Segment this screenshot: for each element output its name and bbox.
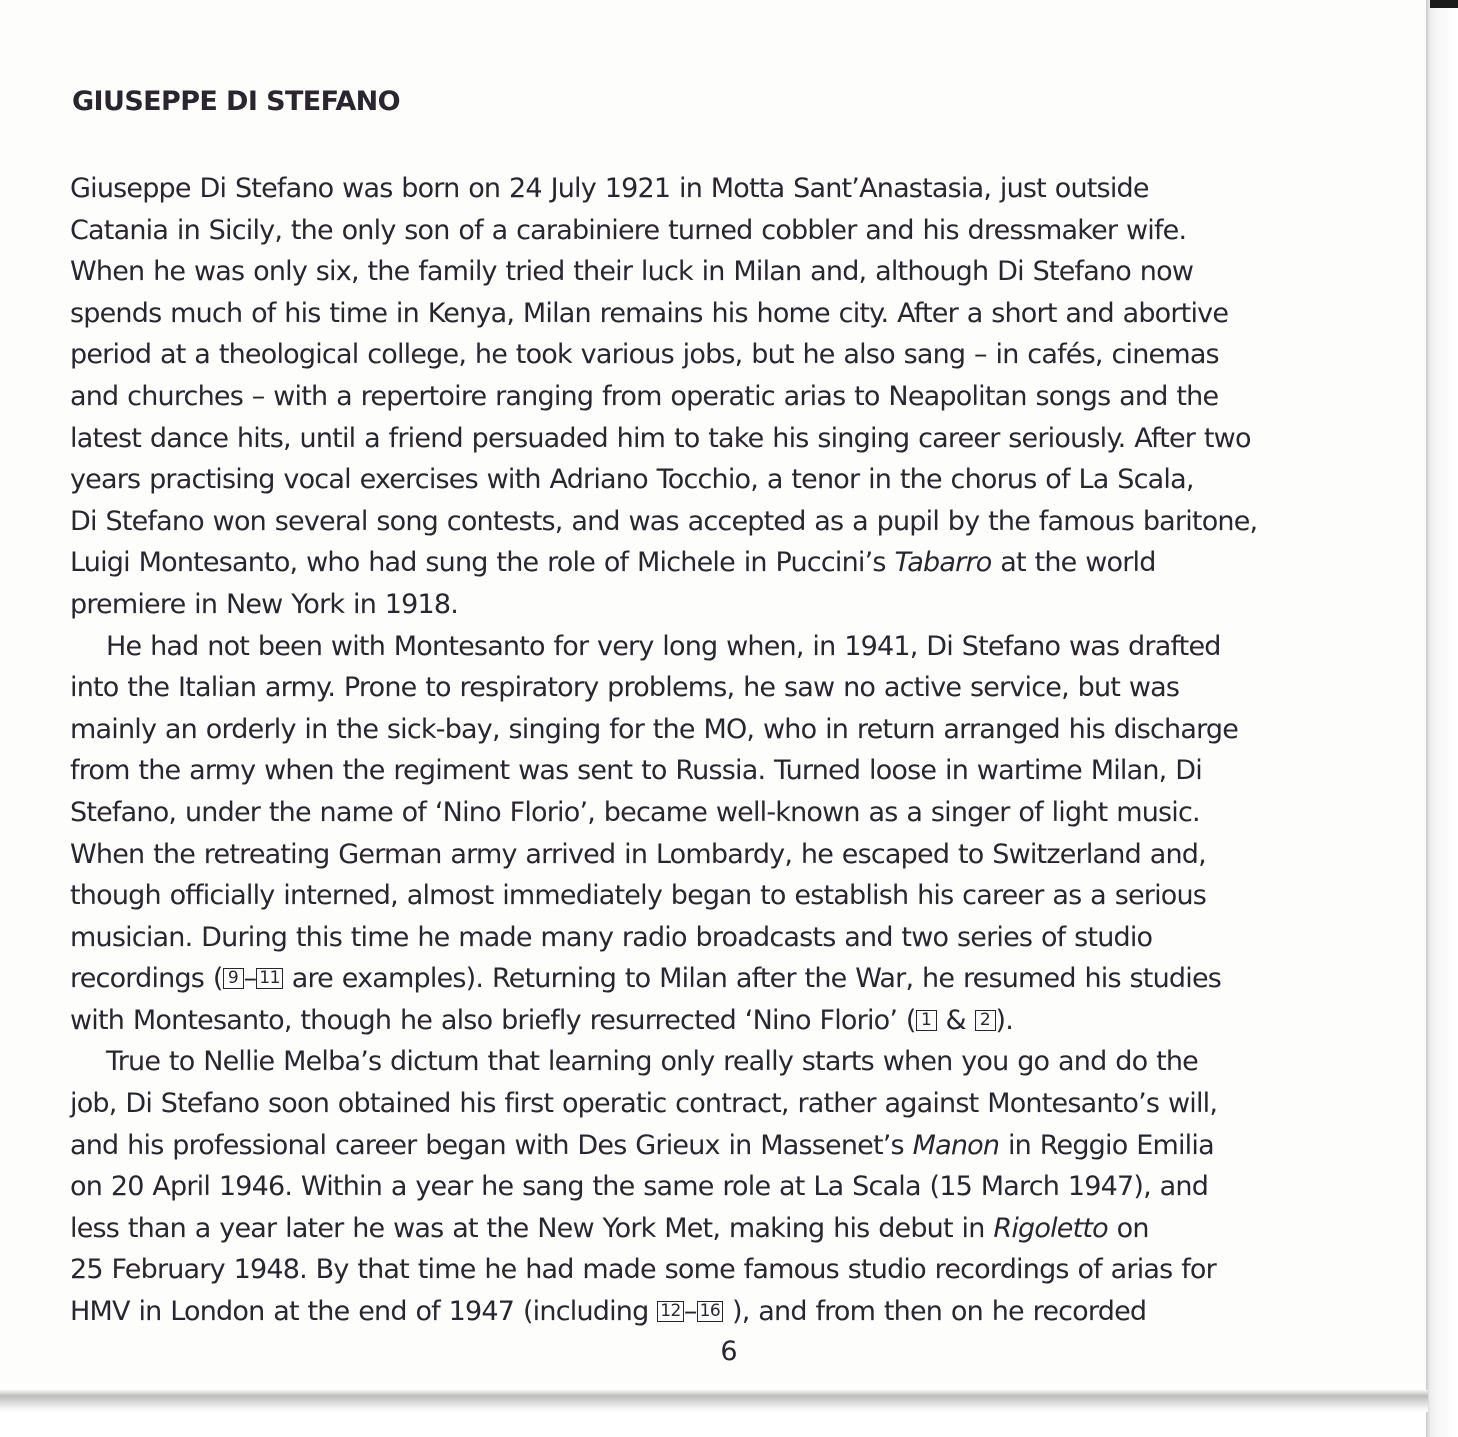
text-span: with Montesanto, though he also briefly resurrected ‘Nino Florio’ ( [70,1004,916,1036]
text-line: premiere in New York in 1918. [70,588,459,620]
text-span: recordings ( [70,963,223,995]
text-line: 25 February 1948. By that time he had made some famous studio recordings of arias for [70,1254,1216,1286]
track-number-box: 16 [697,1301,724,1322]
text-line: though officially interned, almost immediately began to establish his career as a serious [70,880,1207,912]
text-line: musician. During this time he made many radio broadcasts and two series of studio [70,921,1153,953]
track-number-box: 9 [223,968,244,989]
text-span: HMV in London at the end of 1947 (including [70,1296,658,1328]
text-span: are examples). Returning to Milan after the War, he resumed his studies [282,963,1222,995]
page-title: GIUSEPPE DI STEFANO [72,86,400,117]
track-number-box: 1 [916,1010,937,1031]
text-line: When he was only six, the family tried their luck in Milan and, although Di Stefano now [70,256,1194,288]
text-span: on [1107,1212,1149,1244]
text-line: Giuseppe Di Stefano was born on 24 July 1921 in Motta Sant’Anastasia, just outside [70,173,1149,204]
text-span: and his professional career began with Des Grieux in Massenet’s [70,1129,913,1161]
text-line: Stefano, under the name of ‘Nino Florio’, became well-known as a singer of light music. [70,796,1200,828]
text-line: into the Italian army. Prone to respiratory problems, he saw no active service, but was [70,672,1180,704]
text-span: – [243,963,257,995]
text-line: mainly an orderly in the sick-bay, singing for the MO, who in return arranged his discharge [70,713,1239,745]
text-span: in Reggio Emilia [999,1129,1214,1161]
text-line [70,958,1400,1000]
text-span: Luigi Montesanto, who had sung the role of Michele in Puccini’s [70,547,895,579]
page-number: 6 [720,1336,738,1367]
biography-text [70,168,1400,1333]
page-bottom-edge [0,1390,1428,1412]
text-line: and churches – with a repertoire ranging from operatic arias to Neapolitan songs and the [70,380,1219,412]
text-line [70,542,1400,584]
text-line: latest dance hits, until a friend persuaded him to take his singing career seriously. After two [70,422,1251,454]
text-line: period at a theological college, he took various jobs, but he also sang – in cafés, cinemas [70,339,1219,371]
text-line [70,1208,1400,1250]
opera-title: Rigoletto [993,1212,1108,1244]
text-span: – [683,1296,697,1328]
text-line: Di Stefano won several song contests, and was accepted as a pupil by the famous baritone, [70,505,1258,537]
text-span: & [936,1004,975,1036]
text-line: years practising vocal exercises with Adriano Tocchio, a tenor in the chorus of La Scala, [70,464,1194,496]
track-number-box: 11 [256,968,283,989]
text-line: on 20 April 1946. Within a year he sang the same role at La Scala (15 March 1947), and [70,1171,1209,1203]
text-line [70,1000,1400,1042]
text-span: at the world [991,547,1156,579]
text-line: True to Nellie Melba’s dictum that learning only really starts when you go and do the [106,1046,1198,1078]
scan-edge-mark [1430,0,1458,8]
text-line: When the retreating German army arrived in Lombardy, he escaped to Switzerland and, [70,838,1206,870]
text-span: ), and from then on he recorded [723,1296,1147,1328]
text-span: ). [995,1004,1014,1036]
track-number-box: 12 [657,1301,684,1322]
text-span: less than a year later he was at the New York Met, making his debut in [70,1212,994,1244]
track-number-box: 2 [975,1010,996,1031]
text-line: spends much of his time in Kenya, Milan remains his home city. After a short and abortive [70,297,1229,329]
opera-title: Tabarro [894,547,992,579]
text-line [70,1291,1400,1333]
text-line: Catania in Sicily, the only son of a carabiniere turned cobbler and his dressmaker wife. [70,214,1187,246]
page-edge-shadow [1426,0,1458,1437]
text-line: from the army when the regiment was sent to Russia. Turned loose in wartime Milan, Di [70,755,1202,787]
text-line: job, Di Stefano soon obtained his first operatic contract, rather against Montesanto’s will, [70,1088,1218,1120]
text-line: He had not been with Montesanto for very long when, in 1941, Di Stefano was drafted [106,630,1221,662]
opera-title: Manon [912,1129,1000,1161]
text-line [70,1125,1400,1167]
